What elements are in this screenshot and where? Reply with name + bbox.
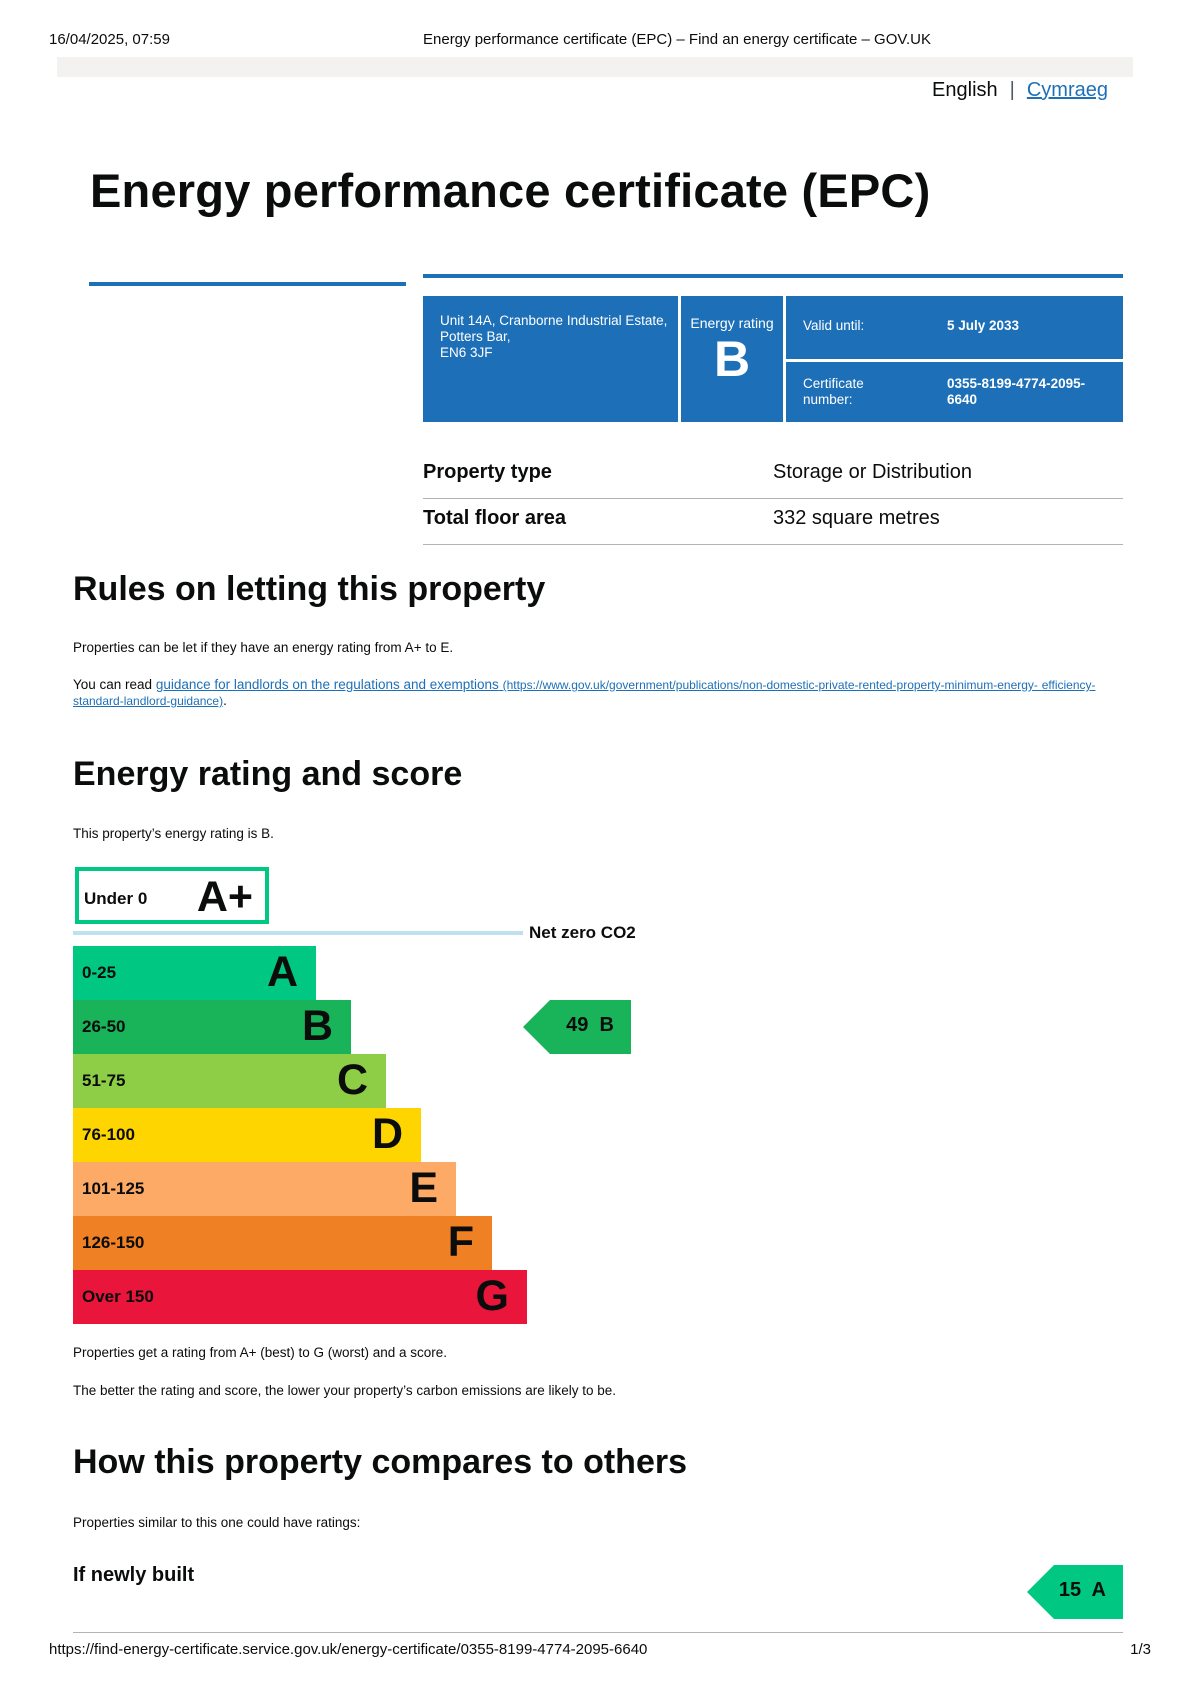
certificate-number-label-line: number: bbox=[803, 392, 853, 407]
band-range-label: Over 150 bbox=[82, 1287, 154, 1306]
certificate-number-cell bbox=[786, 362, 1123, 422]
guidance-link-url: efficiency-standard-landlord-guidance) bbox=[73, 678, 1096, 708]
band-a bbox=[73, 946, 316, 1000]
rating-intro: This property’s energy rating is B. bbox=[73, 826, 274, 841]
energy-rating-label: Energy rating bbox=[690, 315, 774, 331]
summary-row bbox=[423, 453, 1123, 499]
band-letter: G bbox=[475, 1272, 509, 1320]
summary-key: Property type bbox=[423, 461, 552, 483]
address-line: Unit 14A, Cranborne Industrial Estate, bbox=[440, 313, 668, 328]
print-page-title: Energy performance certificate (EPC) – Find an energy certificate – GOV.UK bbox=[423, 31, 932, 48]
section-divider-bottom bbox=[73, 1632, 1123, 1633]
new-build-rating-text bbox=[1059, 1579, 1106, 1602]
band-e bbox=[73, 1162, 456, 1216]
print-header bbox=[49, 31, 1151, 51]
new-build-letter: A bbox=[1091, 1579, 1106, 1601]
certificate-number-value-line: 6640 bbox=[947, 392, 978, 407]
valid-until-cell bbox=[786, 296, 1123, 359]
band-letter: C bbox=[336, 1056, 368, 1104]
compare-heading: How this property compares to others bbox=[73, 1443, 687, 1481]
valid-until-label: Valid until: bbox=[803, 318, 865, 333]
certificate-number-label-line: Certificate bbox=[803, 376, 864, 391]
print-datetime: 16/04/2025, 07:59 bbox=[49, 31, 170, 48]
band-a-plus bbox=[75, 867, 269, 924]
summary-row bbox=[423, 499, 1123, 545]
valid-until-value: 5 July 2033 bbox=[947, 318, 1020, 333]
new-build-label: If newly built bbox=[73, 1564, 195, 1586]
band-range-label: 26-50 bbox=[82, 1017, 126, 1036]
section-divider-right bbox=[423, 274, 1123, 278]
print-url: https://find-energy-certificate.service.gov.uk/energy-certificate/0355-8199-4774-2095-6640 bbox=[49, 1641, 648, 1658]
band-range-label: 0-25 bbox=[82, 963, 117, 982]
language-switcher bbox=[932, 79, 1108, 102]
new-build-rating-arrow bbox=[1027, 1565, 1123, 1619]
net-zero-line bbox=[73, 931, 523, 935]
current-score: 49 bbox=[566, 1014, 589, 1036]
language-current: English bbox=[932, 79, 998, 101]
band-range-label: Under 0 bbox=[84, 889, 148, 908]
guidance-prefix: You can read bbox=[73, 677, 156, 692]
band-letter: D bbox=[371, 1110, 403, 1158]
energy-rating-cell bbox=[681, 296, 783, 422]
band-letter: A+ bbox=[196, 873, 253, 921]
guidance-link-url: (https://www.gov.uk/government/publications/non-domestic-private-rented-property-minimum-energy- bbox=[502, 678, 1038, 692]
language-separator: | bbox=[1009, 79, 1015, 101]
header-bar bbox=[57, 57, 1133, 77]
band-letter: B bbox=[301, 1002, 333, 1050]
print-footer bbox=[49, 1641, 1151, 1658]
band-range-label: 126-150 bbox=[82, 1233, 145, 1252]
guidance-link-text: guidance for landlords on the regulations and exemptions bbox=[155, 677, 499, 692]
net-zero-label: Net zero CO2 bbox=[529, 923, 636, 942]
current-rating-arrow bbox=[523, 1000, 631, 1054]
band-f bbox=[73, 1216, 492, 1270]
new-build-score: 15 bbox=[1058, 1579, 1082, 1601]
summary-key: Total floor area bbox=[423, 507, 566, 529]
band-range-label: 101-125 bbox=[82, 1179, 145, 1198]
print-page-number: 1/3 bbox=[1130, 1641, 1151, 1658]
current-letter: B bbox=[599, 1014, 614, 1036]
summary-value: 332 square metres bbox=[773, 507, 940, 529]
property-address bbox=[423, 296, 678, 422]
page-title: Energy performance certificate (EPC) bbox=[90, 164, 931, 217]
compare-intro: Properties similar to this one could have ratings: bbox=[73, 1515, 361, 1530]
certificate-number-value-line: 0355-8199-4774-2095- bbox=[947, 376, 1086, 391]
certificate-number-label bbox=[803, 376, 864, 408]
band-g bbox=[73, 1270, 527, 1324]
current-rating-text bbox=[566, 1014, 614, 1037]
energy-rating-scale bbox=[73, 865, 693, 1325]
section-divider-left bbox=[89, 282, 406, 286]
rating-footnote: Properties get a rating from A+ (best) to G (worst) and a score. bbox=[73, 1345, 448, 1360]
band-c bbox=[73, 1054, 386, 1108]
band-range-label: 76-100 bbox=[82, 1125, 135, 1144]
certificate-number-value bbox=[947, 376, 1085, 408]
address-line: EN6 3JF bbox=[440, 345, 493, 360]
summary-value: Storage or Distribution bbox=[773, 461, 972, 483]
band-letter: A bbox=[266, 948, 298, 996]
rating-heading: Energy rating and score bbox=[73, 755, 463, 793]
band-range-label: 51-75 bbox=[82, 1071, 126, 1090]
energy-rating-letter: B bbox=[713, 331, 751, 387]
band-letter: E bbox=[409, 1164, 438, 1212]
language-link-welsh[interactable]: Cymraeg bbox=[1026, 79, 1108, 101]
guidance-paragraph bbox=[73, 677, 1123, 709]
letting-heading: Rules on letting this property bbox=[73, 570, 546, 608]
property-summary-list bbox=[423, 453, 1123, 545]
guidance-suffix: . bbox=[223, 693, 227, 708]
rating-footnote: The better the rating and score, the lower your property’s carbon emissions are likely to be. bbox=[73, 1383, 617, 1398]
certificate-summary-box bbox=[423, 296, 1123, 422]
letting-paragraph: Properties can be let if they have an energy rating from A+ to E. bbox=[73, 640, 454, 655]
band-d bbox=[73, 1108, 421, 1162]
address-line: Potters Bar, bbox=[440, 329, 511, 344]
band-b bbox=[73, 1000, 351, 1054]
band-letter: F bbox=[447, 1218, 474, 1266]
